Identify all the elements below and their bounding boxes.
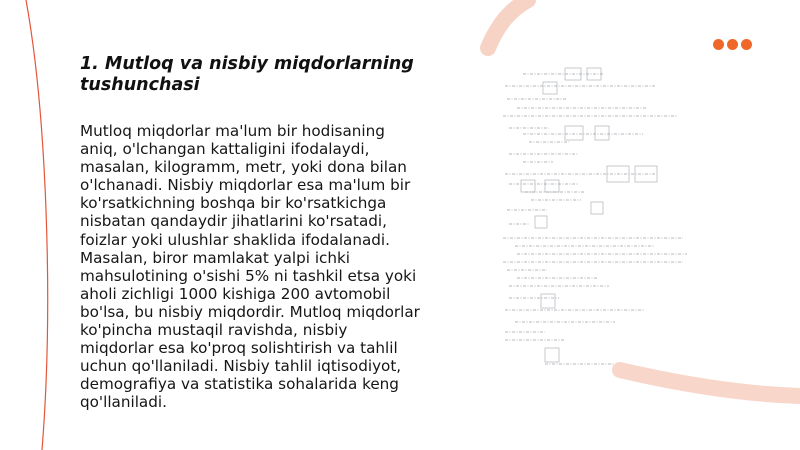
- left-accent-curve: [26, 0, 48, 450]
- document-formula-box: [545, 348, 559, 362]
- slide-title: 1. Mutloq va nisbiy miqdorlarning tushunchasi: [80, 54, 414, 95]
- document-formula-box: [545, 180, 559, 192]
- dot: [727, 39, 738, 50]
- top-faded-arc: [488, 0, 528, 48]
- document-formula-box: [591, 202, 603, 214]
- document-formula-box: [541, 294, 555, 308]
- document-formula-box: [521, 180, 535, 192]
- formula-document-image: [495, 66, 690, 376]
- document-formula-box: [543, 82, 557, 94]
- document-formula-box: [595, 126, 609, 140]
- slide-body-text: Mutloq miqdorlar ma'lum bir hodisaning aniq, o'lchangan kattaligini ifodalaydi, masalan, kilogramm, metr, yoki dona bilan o'lchanadi. Nisbiy miqdorlar esa ma'lum bir ko'rsatkichning boshqa bir ko'rsatkichga nisbatan qandaydir jihatlarini ko'rsatadi, foizlar yoki ulushlar shaklida ifodalanadi. Masalan, biror mamlakat yalpi ichki mahsulotining o'sishi 5% ni tashkil etsa yoki aholi zichligi 1000 kishiga 200 avtomobil bo'lsa, bu nisbiy miqdordir. Mutloq miqdorlar ko'pincha mustaqil ravishda, nisbiy miqdorlar esa ko'proq solishtirish va tahlil uchun qo'llaniladi. Nisbiy tahlil iqtisodiyot, demografiya va statistika sohalarida keng qo'llaniladi.: [80, 122, 420, 412]
- document-formula-box: [565, 126, 583, 140]
- dot: [713, 39, 724, 50]
- three-dots-icon: [713, 39, 752, 50]
- document-formula-box: [535, 216, 547, 228]
- dot: [741, 39, 752, 50]
